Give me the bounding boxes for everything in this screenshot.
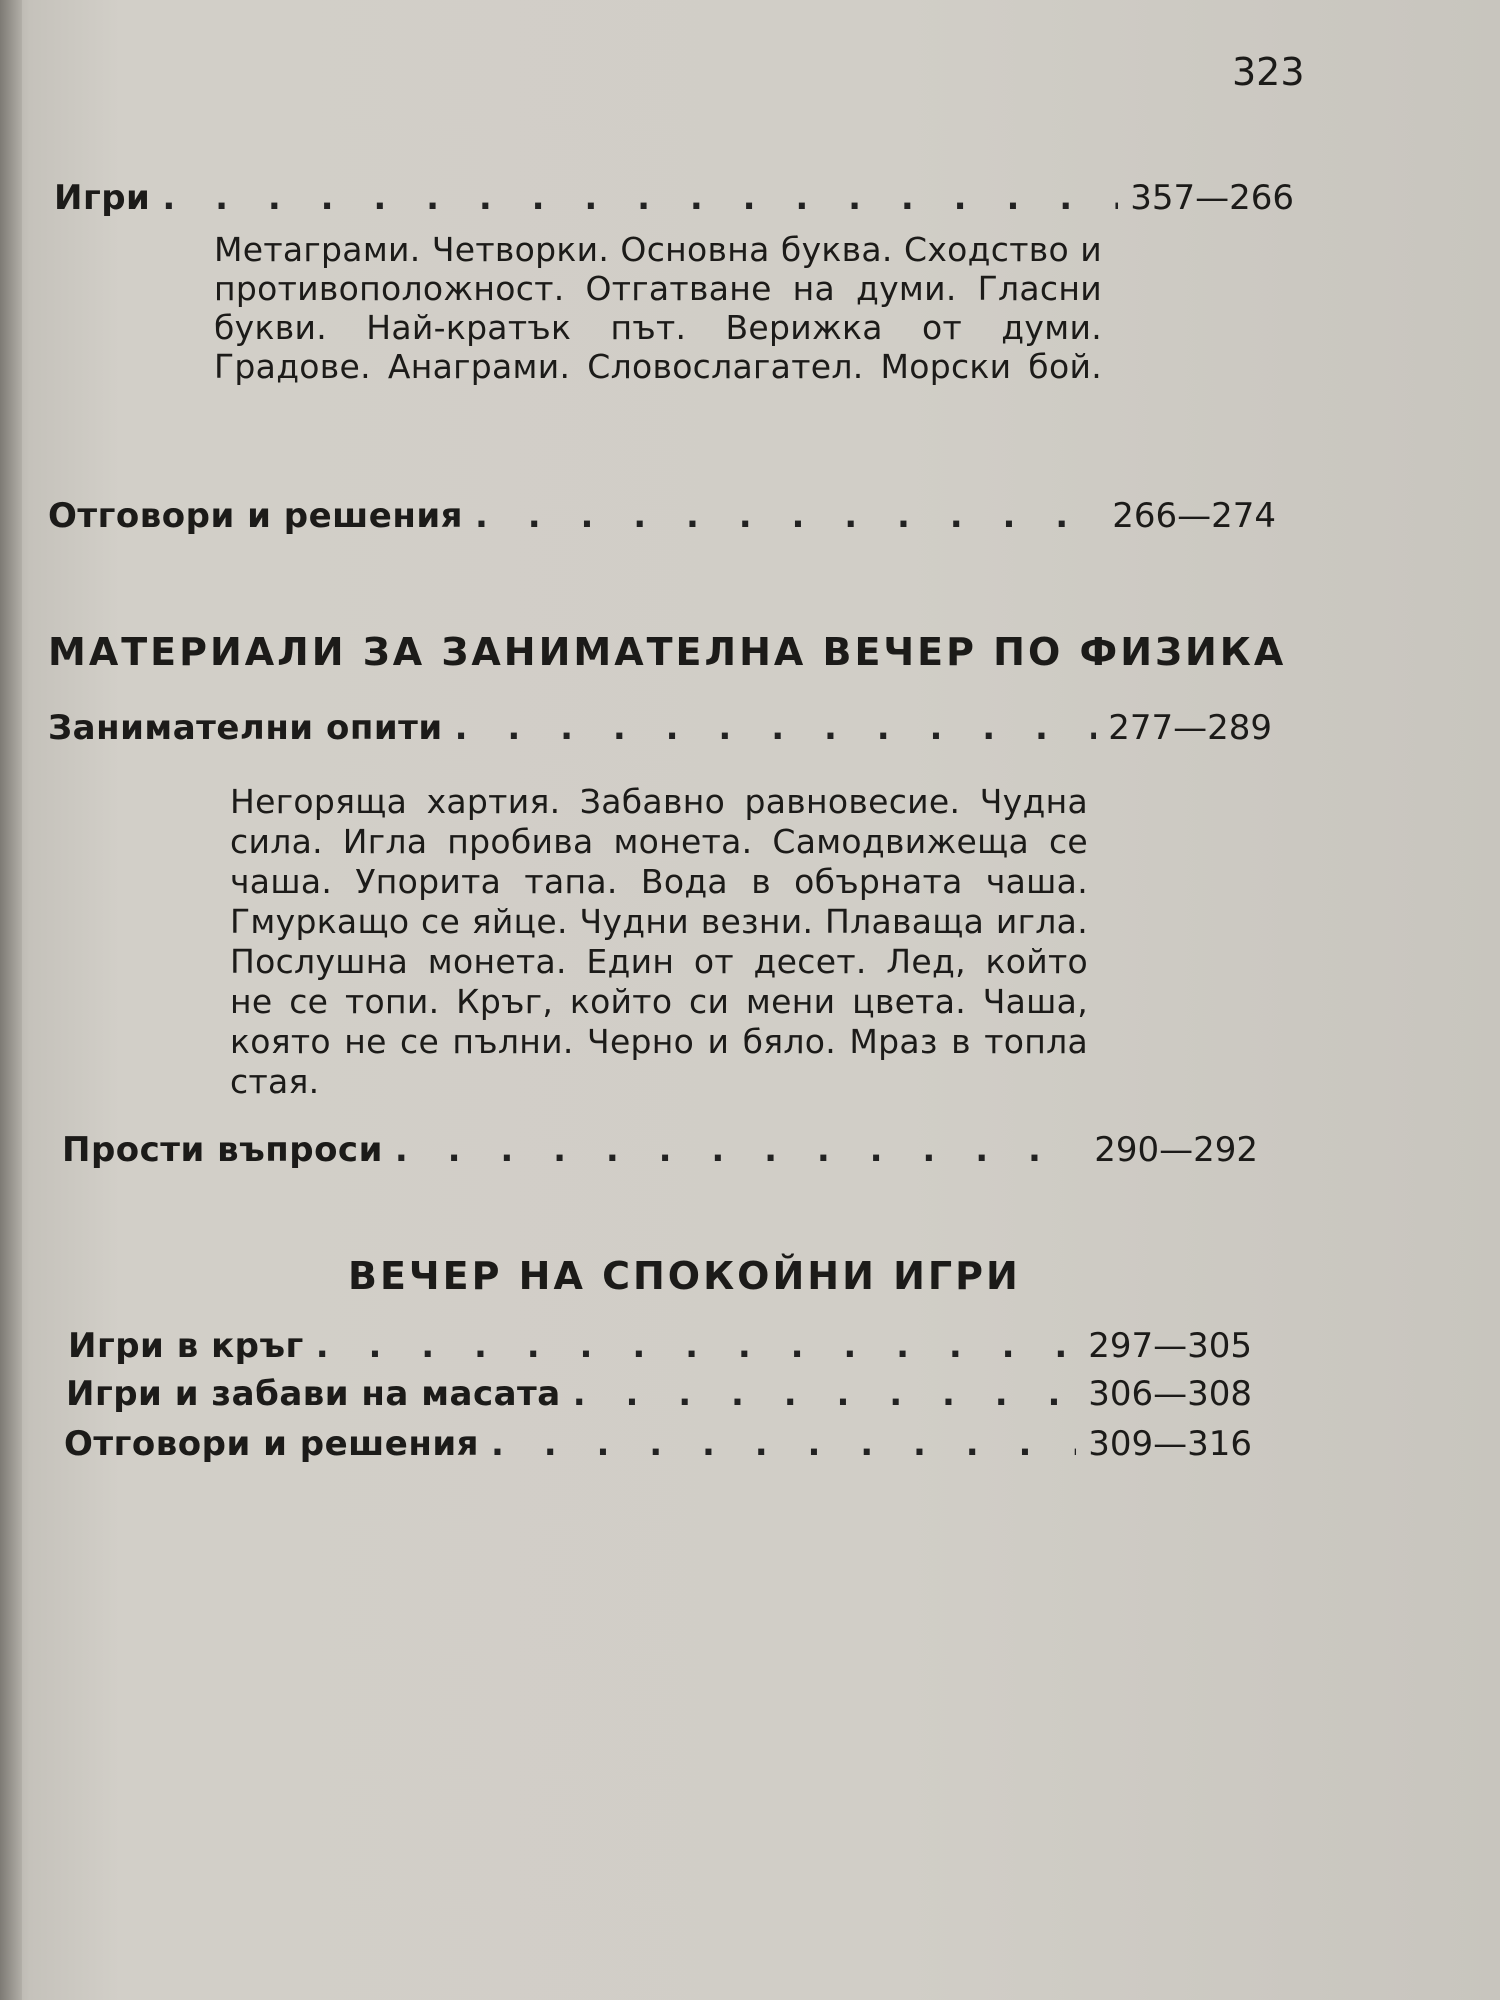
toc-entry-pages: 277—289 — [1108, 708, 1272, 748]
toc-entry-title: Отговори и решения — [64, 1424, 479, 1464]
section-heading-quiet-games: ВЕЧЕР НА СПОКОЙНИ ИГРИ — [348, 1254, 1021, 1298]
toc-entry-title: Игри в кръг — [68, 1326, 304, 1366]
dot-leader — [475, 496, 1100, 536]
toc-entry-title: Занимателни опити — [48, 708, 443, 748]
toc-entry-title: Отговори и решения — [48, 496, 463, 536]
toc-entry-simple-questions — [62, 1130, 1258, 1170]
dot-leader — [491, 1424, 1076, 1464]
section-heading-physics: МАТЕРИАЛИ ЗА ЗАНИМАТЕЛНА ВЕЧЕР ПО ФИЗИКА — [48, 630, 1287, 674]
dot-leader — [573, 1374, 1077, 1414]
toc-entry-experiments — [48, 708, 1272, 748]
toc-entry-games — [54, 178, 1294, 218]
toc-entry-pages: 306—308 — [1088, 1374, 1252, 1414]
toc-entry-title: Прости въпроси — [62, 1130, 383, 1170]
dot-leader — [162, 178, 1118, 218]
toc-entry-pages: 357—266 — [1130, 178, 1294, 218]
toc-entry-pages: 309—316 — [1088, 1424, 1252, 1464]
toc-entry-pages: 297—305 — [1088, 1326, 1252, 1366]
toc-entry-title: Игри и забави на масата — [66, 1374, 561, 1414]
dot-leader — [455, 708, 1097, 748]
toc-entry-answers-2 — [64, 1424, 1252, 1464]
toc-entry-pages: 266—274 — [1112, 496, 1276, 536]
toc-entry-circle-games — [68, 1326, 1252, 1366]
toc-entry-answers — [48, 496, 1276, 536]
toc-entry-pages: 290—292 — [1094, 1130, 1258, 1170]
dot-leader — [316, 1326, 1076, 1366]
toc-entry-table-games — [66, 1374, 1252, 1414]
dot-leader — [395, 1130, 1082, 1170]
toc-entry-description: Метаграми. Четворки. Основна буква. Сходство и противоположност. Отгатване на думи. Гласни букви. Най-кратък път. Верижка от думи. Градове. Анаграми. Словослагател. Морски бой. — [214, 230, 1102, 386]
toc-entry-title: Игри — [54, 178, 151, 218]
book-spine-shadow — [0, 0, 22, 2000]
toc-entry-description: Негоряща хартия. Забавно равновесие. Чудна сила. Игла пробива монета. Самодвижеща се чаша. Упорита тапа. Вода в обърната чаша. Гмуркащо се яйце. Чудни везни. Плаваща игла. Послушна монета. Един от десет. Лед, който не се топи. Кръг, който си мени цвета. Чаша, която не се пълни. Черно и бяло. Мраз в топла стая. — [230, 782, 1088, 1101]
page-number: 323 — [1232, 50, 1305, 94]
